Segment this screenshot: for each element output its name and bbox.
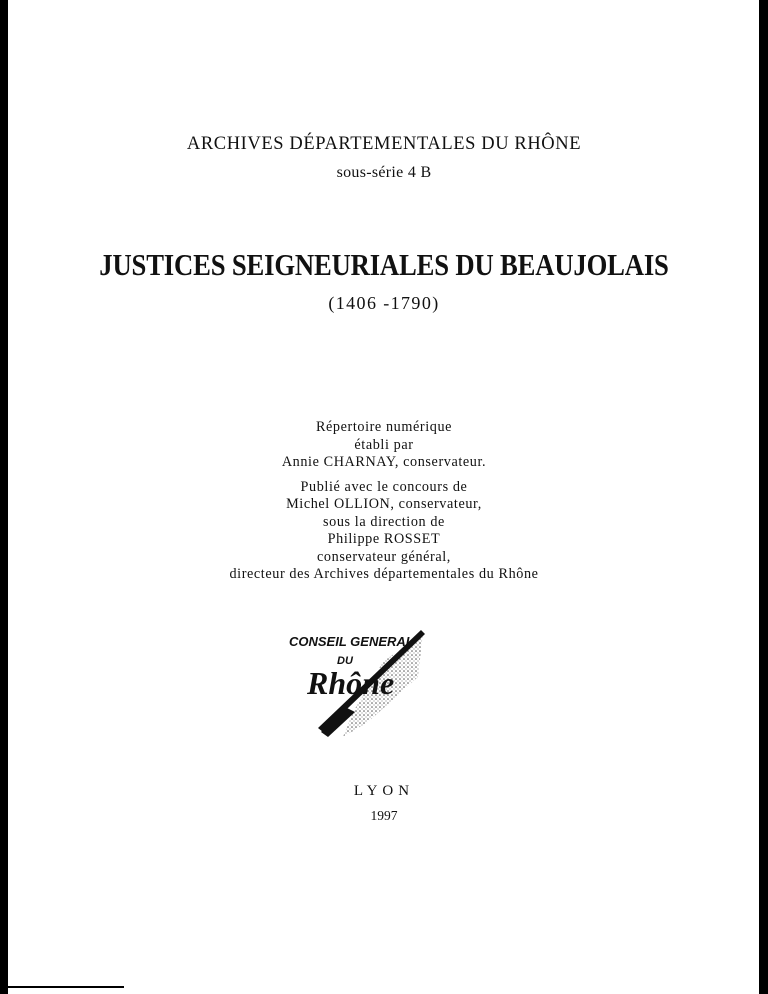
credits-line: Annie CHARNAY, conservateur. xyxy=(281,454,487,470)
credits-line: directeur des Archives départementales du Rhône xyxy=(229,566,539,582)
credits-line: établi par xyxy=(354,436,414,453)
credits-block xyxy=(0,419,768,584)
credits-line: conservateur général, xyxy=(317,548,451,565)
date-range: (1406 -1790) xyxy=(328,293,440,313)
subseries-label: sous-série 4 B xyxy=(336,164,432,181)
credits-line: Philippe ROSSET xyxy=(327,531,441,547)
credits-line: Michel OLLION, conservateur, xyxy=(286,496,482,512)
imprint-city: LYON xyxy=(353,783,415,799)
conseil-general-logo xyxy=(283,622,433,742)
credits-line: sous la direction de xyxy=(323,513,445,530)
logo-line3: Rhône xyxy=(307,665,395,701)
bottom-rule xyxy=(8,986,124,988)
document-title: JUSTICES SEIGNEURIALES DU BEAUJOLAIS xyxy=(99,247,669,282)
credits-spacer xyxy=(0,472,768,479)
imprint-year: 1997 xyxy=(370,808,398,823)
credits-line: Répertoire numérique xyxy=(315,419,453,435)
logo-line1: CONSEIL GENERAL xyxy=(289,634,414,649)
credits-line: Publié avec le concours de xyxy=(300,478,468,495)
logo-line2: DU xyxy=(337,655,353,667)
archives-heading: ARCHIVES DÉPARTEMENTALES DU RHÔNE xyxy=(186,134,582,154)
